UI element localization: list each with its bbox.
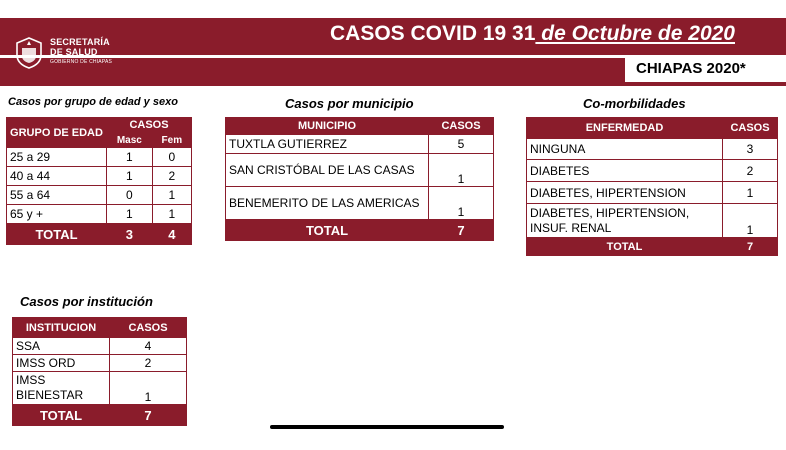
table-row [527,139,778,160]
casos-cell: 4 [110,338,187,355]
home-indicator[interactable] [270,425,504,429]
enfermedad-cell: NINGUNA [527,139,723,160]
casos-cell: 1 [723,182,778,204]
institucion-cell: IMSS ORD [13,355,110,372]
page-subtitle: CHIAPAS 2020* [636,60,746,77]
institucion-section-title: Casos por institución [20,294,153,309]
fem-cell: 1 [152,205,191,224]
col-casos: CASOS [107,118,192,133]
institucion-cell: SSA [13,338,110,355]
col-municipio: MUNICIPIO [226,118,429,135]
total-value: 7 [723,238,778,256]
total-label: TOTAL [226,220,429,241]
grupo-cell: 65 y + [7,205,107,224]
comorbilidades-table [526,117,778,256]
total-row [226,220,494,241]
casos-cell: 5 [429,135,494,154]
table-row [7,186,192,205]
institucion-cell: IMSS BIENESTAR [13,372,110,405]
table-row [13,355,187,372]
total-label: TOTAL [13,405,110,426]
col-casos: CASOS [110,318,187,338]
institucion-table [12,317,187,426]
enfermedad-cell: DIABETES, HIPERTENSION [527,182,723,204]
grupo-cell: 55 a 64 [7,186,107,205]
grupo-cell: 40 a 44 [7,167,107,186]
col-masc: Masc [107,133,153,148]
casos-cell: 1 [429,187,494,220]
municipio-cell: BENEMERITO DE LAS AMERICAS [226,187,429,220]
title-prefix: CASOS COVID 19 31 [330,22,536,45]
total-fem: 4 [152,224,191,245]
chiapas-seal-icon [12,36,46,70]
page-title [330,22,735,46]
table-row [13,372,187,405]
table-row [13,338,187,355]
col-fem: Fem [152,133,191,148]
fem-cell: 2 [152,167,191,186]
table-row [7,167,192,186]
table-row [226,187,494,220]
casos-cell: 2 [723,160,778,182]
table-row [7,205,192,224]
table-row [226,135,494,154]
secretaria-salud-logo [8,32,118,72]
municipio-section-title: Casos por municipio [285,96,414,111]
casos-cell: 1 [110,372,187,405]
total-value: 7 [429,220,494,241]
table-row [527,160,778,182]
masc-cell: 1 [107,205,153,224]
casos-cell: 2 [110,355,187,372]
logo-line1: SECRETARÍA [50,37,110,47]
col-institucion: INSTITUCION [13,318,110,338]
enfermedad-cell: DIABETES [527,160,723,182]
total-row [527,238,778,256]
table-row [527,204,778,238]
table-row [226,154,494,187]
casos-cell: 1 [429,154,494,187]
municipio-cell: SAN CRISTÓBAL DE LAS CASAS [226,154,429,187]
comorbilidades-section-title: Co-morbilidades [583,96,686,111]
logo-line3: GOBIERNO DE CHIAPAS [50,59,113,65]
total-value: 7 [110,405,187,426]
total-label: TOTAL [7,224,107,245]
logo-line2: DE SALUD [50,47,98,57]
col-enfermedad: ENFERMEDAD [527,118,723,139]
masc-cell: 1 [107,148,153,167]
edad-table [6,117,192,245]
total-masc: 3 [107,224,153,245]
col-casos: CASOS [429,118,494,135]
municipio-table [225,117,494,241]
fem-cell: 0 [152,148,191,167]
masc-cell: 0 [107,186,153,205]
table-row [527,182,778,204]
casos-cell: 3 [723,139,778,160]
edad-section-title: Casos por grupo de edad y sexo [8,96,178,108]
enfermedad-cell: DIABETES, HIPERTENSION, INSUF. RENAL [527,204,723,238]
municipio-cell: TUXTLA GUTIERREZ [226,135,429,154]
fem-cell: 1 [152,186,191,205]
col-grupo-edad: GRUPO DE EDAD [7,118,107,148]
masc-cell: 1 [107,167,153,186]
total-label: TOTAL [527,238,723,256]
title-date: de Octubre de 2020 [535,22,735,45]
casos-cell: 1 [723,204,778,238]
col-casos: CASOS [723,118,778,139]
grupo-cell: 25 a 29 [7,148,107,167]
total-row [7,224,192,245]
total-row [13,405,187,426]
table-row [7,148,192,167]
